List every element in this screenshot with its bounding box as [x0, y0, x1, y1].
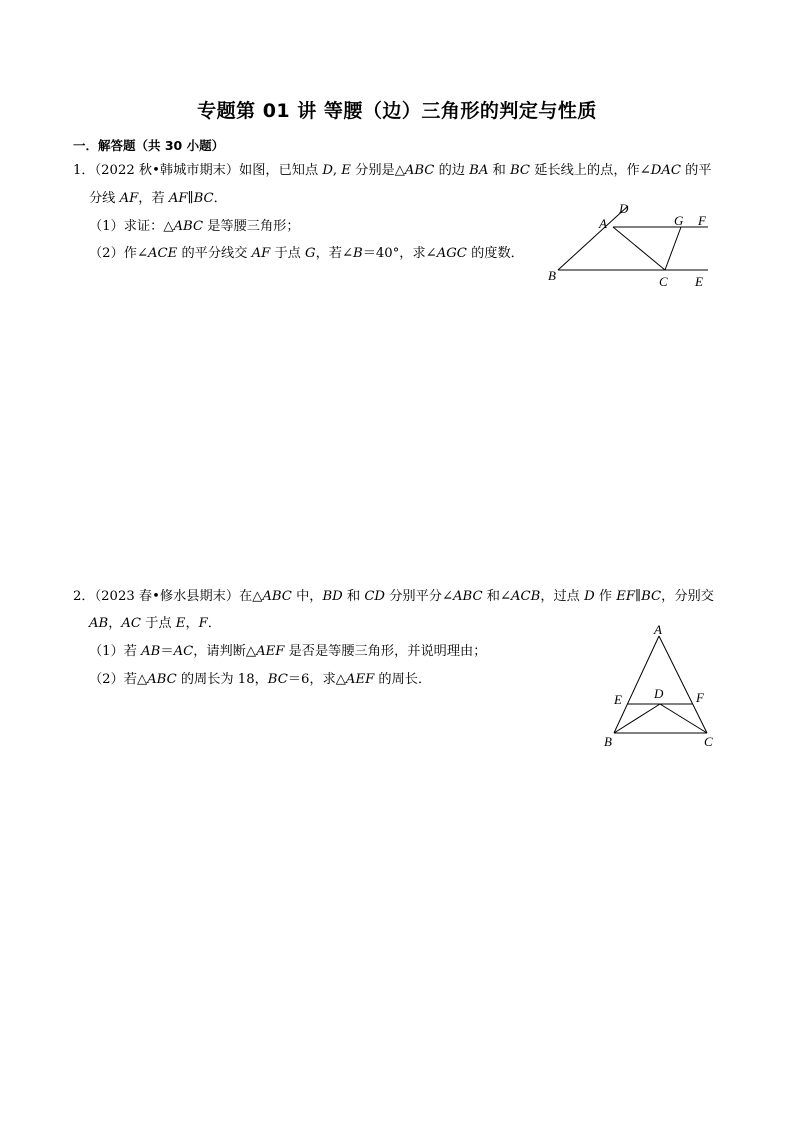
- var-AF: AF: [168, 191, 188, 206]
- text-fragment: 分别平分∠: [385, 589, 453, 604]
- text-fragment: 和: [488, 163, 510, 178]
- text-fragment: 的平: [680, 163, 712, 178]
- text-fragment: ∥: [635, 589, 642, 604]
- var-B: B: [353, 246, 363, 261]
- problem-1-question-2: [89, 245, 524, 263]
- label-E: E: [614, 692, 622, 707]
- var-AGC: AGC: [436, 246, 467, 261]
- var-BC: BC: [267, 672, 288, 687]
- label-C: C: [704, 734, 713, 749]
- text-fragment: 的边: [434, 163, 470, 178]
- text-fragment: ＝6，求△: [287, 672, 346, 687]
- text-fragment: （2）作∠: [89, 246, 149, 261]
- problem-2-line-1: [73, 588, 714, 606]
- var-ABC: ABC: [404, 163, 435, 178]
- text-fragment: ．: [213, 191, 227, 206]
- text-fragment: ∥: [187, 191, 194, 206]
- text-fragment: 于点: [270, 246, 306, 261]
- text-fragment: 分线: [89, 191, 120, 206]
- text-fragment: ，: [108, 616, 122, 631]
- line-CG: [665, 227, 681, 270]
- var-AEF: AEF: [256, 644, 285, 659]
- label-A: A: [599, 216, 607, 231]
- var-BC: BC: [641, 589, 662, 604]
- text-fragment: （1）若: [89, 644, 142, 659]
- problem-1-line-2: [89, 190, 227, 208]
- text-fragment: 和∠: [482, 589, 511, 604]
- problem-2-figure: [600, 620, 725, 755]
- var-AF: AF: [251, 246, 271, 261]
- text-fragment: 的平分线交: [177, 246, 252, 261]
- text-fragment: （1）求证：△: [89, 219, 174, 234]
- label-C: C: [659, 274, 668, 289]
- problem-2-question-1: [89, 643, 486, 661]
- problem-2-question-2: [89, 671, 431, 689]
- var-D: D: [584, 589, 595, 604]
- problem-1-lead: 1．（2022 秋•韩城市期末）如图，已知点: [73, 163, 323, 178]
- problem-1-question-1: [89, 218, 300, 236]
- label-F: F: [698, 213, 706, 228]
- var-ABC: ABC: [453, 589, 483, 604]
- var-ACE: ACE: [148, 246, 178, 261]
- section-heading: 一．解答题（共 30 小题）: [73, 138, 225, 153]
- var-DAC: DAC: [650, 163, 681, 178]
- var-AEF: AEF: [345, 672, 375, 687]
- label-B: B: [548, 268, 556, 283]
- text-fragment: ，请判断△: [193, 644, 257, 659]
- text-fragment: ，过点: [540, 589, 585, 604]
- problem-1-line-1: [73, 162, 712, 180]
- text-fragment: 中，: [291, 589, 323, 604]
- text-fragment: 的周长为 18，: [176, 672, 268, 687]
- label-B: B: [604, 734, 612, 749]
- label-F: F: [696, 690, 704, 705]
- text-fragment: ,: [332, 163, 342, 178]
- text-fragment: 是等腰三角形；: [203, 219, 300, 234]
- line-AC: [613, 227, 665, 270]
- var-AC: AC: [173, 644, 194, 659]
- var-BC: BC: [509, 163, 530, 178]
- problem-2-line-2: [89, 615, 221, 633]
- text-fragment: ＝40°，求∠: [362, 246, 437, 261]
- text-fragment: ＝: [160, 644, 174, 659]
- var-AB: AB: [141, 644, 161, 659]
- var-AC: AC: [121, 616, 142, 631]
- var-ABC: ABC: [147, 672, 177, 687]
- problem-2-lead: 2．（2023 春•修水县期末）在△: [73, 589, 263, 604]
- text-fragment: ．: [207, 616, 221, 631]
- var-BC: BC: [193, 191, 214, 206]
- var-E: E: [341, 163, 351, 178]
- var-E: E: [175, 616, 186, 631]
- page-title: 专题第 01 讲 等腰（边）三角形的判定与性质: [197, 100, 597, 122]
- var-BA: BA: [469, 163, 489, 178]
- text-fragment: ，若: [138, 191, 169, 206]
- label-D: D: [654, 686, 664, 701]
- text-fragment: 作: [594, 589, 617, 604]
- text-fragment: ，若∠: [315, 246, 354, 261]
- var-G: G: [305, 246, 316, 261]
- text-fragment: 是否是等腰三角形，并说明理由；: [284, 644, 487, 659]
- text-fragment: ，: [185, 616, 199, 631]
- var-D: D: [322, 163, 333, 178]
- label-A: A: [654, 622, 662, 637]
- var-CD: CD: [364, 589, 385, 604]
- text-fragment: 的度数．: [466, 246, 524, 261]
- var-ABC: ABC: [262, 589, 292, 604]
- var-AF: AF: [119, 191, 139, 206]
- text-fragment: 分别是△: [350, 163, 405, 178]
- text-fragment: ，分别交: [661, 589, 714, 604]
- var-AB: AB: [89, 616, 109, 631]
- label-G: G: [674, 213, 684, 228]
- line-BD: [558, 206, 628, 270]
- text-fragment: 延长线上的点，作∠: [530, 163, 651, 178]
- label-D: D: [619, 201, 629, 216]
- text-fragment: 于点: [141, 616, 176, 631]
- text-fragment: （2）若△: [89, 672, 148, 687]
- var-EF: EF: [616, 589, 636, 604]
- problem-1-figure: [540, 198, 720, 293]
- label-E: E: [695, 274, 703, 289]
- var-F: F: [198, 616, 208, 631]
- var-BD: BD: [322, 589, 343, 604]
- var-ACB: ACB: [511, 589, 541, 604]
- text-fragment: 的周长．: [374, 672, 432, 687]
- var-ABC: ABC: [173, 219, 204, 234]
- text-fragment: 和: [342, 589, 365, 604]
